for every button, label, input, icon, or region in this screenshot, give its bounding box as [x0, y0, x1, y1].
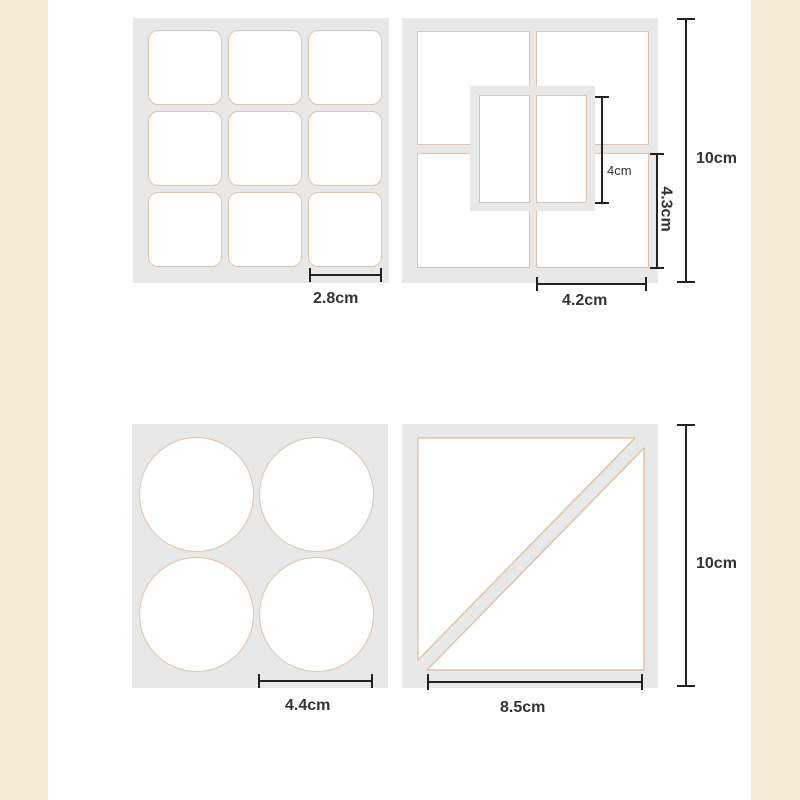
sheet-height-line	[685, 424, 687, 687]
sheet-height-label: 10cm	[696, 555, 737, 572]
dim-tick	[595, 202, 609, 204]
square-width-line	[309, 274, 382, 276]
square-sticker	[148, 111, 222, 186]
triangle-stickers	[402, 424, 658, 688]
dim-tick	[650, 267, 664, 269]
dim-tick	[677, 281, 695, 283]
triangle-width-label: 8.5cm	[500, 699, 546, 716]
sheet-height-line	[685, 18, 687, 283]
circle-width-line	[258, 680, 373, 682]
rectangle-sticker	[536, 95, 587, 203]
square-sticker	[148, 192, 222, 267]
dim-tick	[258, 674, 260, 688]
inner-height-label: 4cm	[607, 163, 632, 178]
inner-height-line	[601, 96, 603, 204]
circle-sticker	[259, 437, 374, 552]
rect-width-line	[536, 283, 647, 285]
rect-width-label: 4.2cm	[562, 292, 608, 309]
dim-tick	[677, 424, 695, 426]
square-sticker	[148, 30, 222, 105]
dim-tick	[309, 268, 311, 282]
dim-tick	[536, 277, 538, 291]
circle-sticker	[139, 437, 254, 552]
square-sticker	[228, 192, 302, 267]
circle-width-label: 4.4cm	[285, 697, 331, 714]
dim-tick	[595, 96, 609, 98]
square-sticker	[228, 111, 302, 186]
sheet-height-label: 10cm	[696, 150, 737, 167]
square-sticker	[308, 30, 382, 105]
square-sticker	[308, 111, 382, 186]
outer-height-label: 4.3cm	[657, 186, 675, 232]
dim-tick	[677, 18, 695, 20]
dim-tick	[650, 153, 664, 155]
circle-sticker-sheet	[132, 424, 388, 688]
triangle-width-line	[427, 681, 643, 683]
square-sticker-sheet	[133, 18, 389, 283]
dim-tick	[371, 674, 373, 688]
rectangle-sticker	[479, 95, 530, 203]
square-sticker	[228, 30, 302, 105]
square-sticker	[308, 192, 382, 267]
circle-sticker	[139, 557, 254, 672]
dim-tick	[645, 277, 647, 291]
rectangle-sticker-sheet	[402, 18, 658, 283]
dim-tick	[427, 674, 429, 690]
dim-tick	[677, 685, 695, 687]
square-width-label: 2.8cm	[313, 290, 359, 307]
dim-tick	[380, 268, 382, 282]
circle-sticker	[259, 557, 374, 672]
dim-tick	[641, 674, 643, 690]
